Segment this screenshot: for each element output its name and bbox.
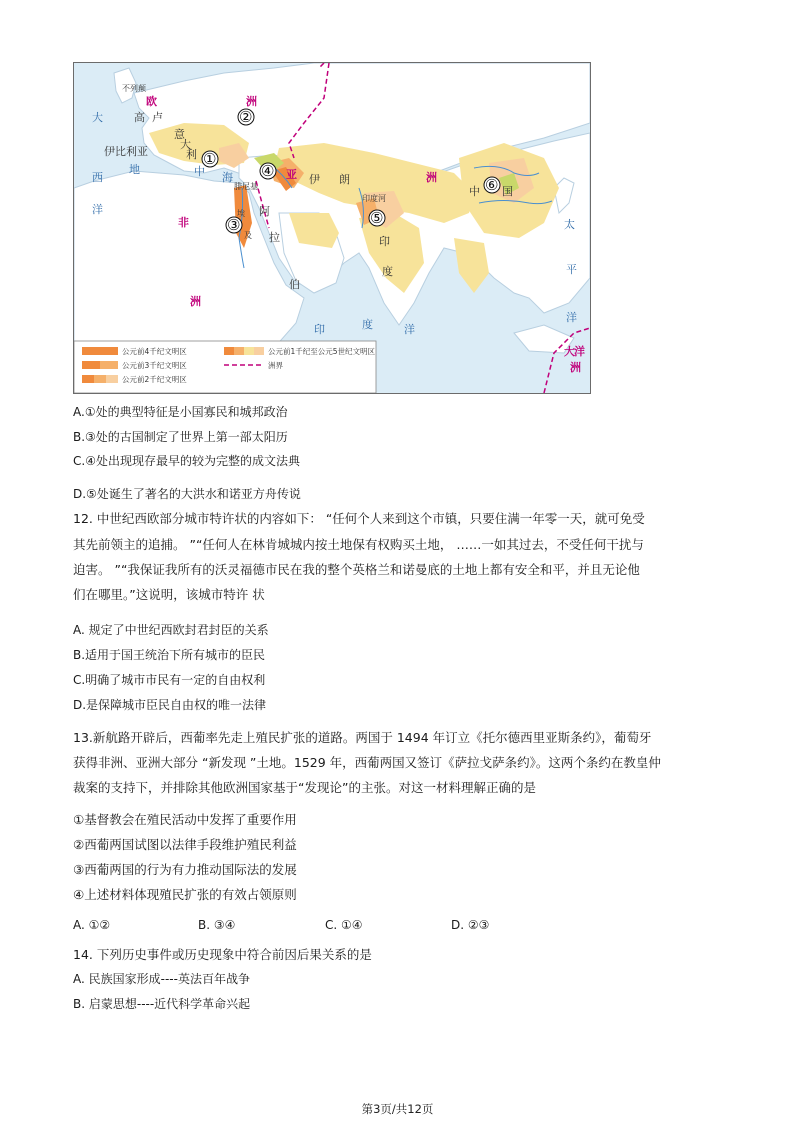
label-atlantic-2: 西 xyxy=(92,171,103,184)
label-atlantic-3: 洋 xyxy=(92,203,103,216)
label-indus: 印度河 xyxy=(362,194,386,203)
q13-stem-line-2: 获得非洲、亚洲大部分 “新发现 ”土地。1529 年，西葡两国又签订《萨拉戈萨条约》。这两个条约在教皇仲 xyxy=(73,755,661,770)
label-arabia-1: 阿 xyxy=(259,205,270,218)
label-iran-2: 朗 xyxy=(339,173,350,186)
label-oceania-3: 洲 xyxy=(570,361,581,374)
legend-item-4k: 公元前4千纪文明区 xyxy=(122,347,187,356)
label-italy-2: 大 xyxy=(180,138,191,151)
label-asia-2: 洲 xyxy=(426,171,437,184)
label-indian-ocean-3: 洋 xyxy=(404,323,415,336)
q12-option-c: C.明确了城市市民有一定的自由权利 xyxy=(73,673,266,687)
label-egypt-1: 埃 xyxy=(237,209,245,218)
q12-option-d: D.是保障城市臣民自由权的唯一法律 xyxy=(73,698,267,712)
label-oceania-1: 大 xyxy=(564,345,575,358)
label-iran-1: 伊 xyxy=(309,173,320,186)
label-china-1: 中 xyxy=(469,185,480,198)
marker-6-label: ⑥ xyxy=(485,176,499,194)
q14-option-b: B. 启蒙思想----近代科学革命兴起 xyxy=(73,997,251,1011)
q12-stem-line-2: 其先前领主的追捕。 ”“任何人在林肯城城内按土地保有权购买土地， ……一如其过去，不受任何干扰与 xyxy=(73,537,644,552)
marker-1-label: ① xyxy=(203,150,217,168)
q13-statement-4: ④上述材料体现殖民扩张的有效占领原则 xyxy=(73,887,297,902)
legend-item-border: 洲界 xyxy=(268,361,283,370)
legend-item-1k: 公元前1千纪至公元5世纪文明区 xyxy=(268,347,376,356)
label-china-2: 国 xyxy=(502,185,513,198)
label-oceania-2: 洋 xyxy=(574,345,585,358)
label-med-1: 地 xyxy=(129,163,140,176)
label-europe-2: 洲 xyxy=(246,95,257,108)
q14-stem: 14. 下列历史事件或历史现象中符合前因后果关系的是 xyxy=(73,947,372,962)
label-iberia: 伊比利亚 xyxy=(104,145,148,158)
label-gaul-2: 卢 xyxy=(152,111,163,124)
label-gaul-1: 高 xyxy=(134,111,145,124)
q13-option-a: A. ①② xyxy=(73,918,111,932)
label-britain: 不列颠 xyxy=(122,84,146,93)
q12-stem-line-4: 们在哪里。”这说明，该城市特许 状 xyxy=(73,587,265,602)
label-atlantic-1: 大 xyxy=(92,111,103,124)
label-med-3: 海 xyxy=(222,171,233,184)
legend-item-3k: 公元前3千纪文明区 xyxy=(122,361,187,370)
q14-option-a: A. 民族国家形成----英法百年战争 xyxy=(73,972,250,986)
q13-options-row xyxy=(73,918,673,936)
label-pacific-2: 平 xyxy=(566,263,577,276)
label-indian-ocean-1: 印 xyxy=(314,323,325,336)
label-asia-1: 亚 xyxy=(286,168,297,181)
q13-option-d: D. ②③ xyxy=(451,918,490,932)
label-india-2: 度 xyxy=(382,265,393,278)
label-pacific-3: 洋 xyxy=(566,311,577,324)
q12-stem-line-3: 迫害。 ”“我保证我所有的沃灵福德市民在我的整个英格兰和诺曼底的土地上都有安全和平，并且无论他 xyxy=(73,562,640,577)
label-pacific-1: 太 xyxy=(564,218,575,231)
q13-statement-2: ②西葡两国试图以法律手段维护殖民利益 xyxy=(73,837,297,852)
marker-5-label: ⑤ xyxy=(370,209,384,227)
q12-option-b: B.适用于国王统治下所有城市的臣民 xyxy=(73,648,266,662)
q11-option-a: A.①处的典型特征是小国寡民和城邦政治 xyxy=(73,405,288,419)
label-med-2: 中 xyxy=(194,165,205,178)
marker-3-label: ③ xyxy=(227,216,241,234)
label-africa-1: 非 xyxy=(178,216,189,229)
label-egypt-2: 及 xyxy=(244,231,252,240)
label-arabia-3: 伯 xyxy=(289,278,300,291)
q13-option-b: B. ③④ xyxy=(198,918,236,932)
label-italy-3: 利 xyxy=(186,148,197,161)
q13-statement-1: ①基督教会在殖民活动中发挥了重要作用 xyxy=(73,812,297,827)
label-india-1: 印 xyxy=(379,235,390,248)
q13-stem-line-1: 13.新航路开辟后，西葡率先走上殖民扩张的道路。两国于 1494 年订立《托尔德西里亚斯条约》，葡萄牙 xyxy=(73,730,652,745)
map-svg xyxy=(74,63,590,393)
marker-2-label: ② xyxy=(239,108,253,126)
map-legend xyxy=(74,341,376,393)
marker-4-label: ④ xyxy=(261,162,275,180)
page-number-footer: 第3页/共12页 xyxy=(361,1102,434,1116)
q12-stem-line-1: 12. 中世纪西欧部分城市特许状的内容如下： “任何个人来到这个市镇，只要住满一年零一天，就可免受 xyxy=(73,511,645,526)
ancient-civilizations-map xyxy=(73,62,591,394)
label-arabia-2: 拉 xyxy=(269,231,280,244)
q13-option-c: C. ①④ xyxy=(325,918,363,932)
q11-option-b: B.③处的古国制定了世界上第一部太阳历 xyxy=(73,430,288,444)
label-africa-2: 洲 xyxy=(190,295,201,308)
q12-option-a: A. 规定了中世纪西欧封君封臣的关系 xyxy=(73,623,269,637)
label-italy-1: 意 xyxy=(174,128,185,141)
label-phoenicia: 腓尼基 xyxy=(234,182,258,191)
label-europe-1: 欧 xyxy=(146,95,157,108)
q11-option-d: D.⑤处诞生了著名的大洪水和诺亚方舟传说 xyxy=(73,487,301,501)
legend-item-2k: 公元前2千纪文明区 xyxy=(122,375,187,384)
label-indian-ocean-2: 度 xyxy=(362,318,373,331)
q11-option-c: C.④处出现现存最早的较为完整的成文法典 xyxy=(73,454,300,468)
q13-stem-line-3: 裁案的支持下，并排除其他欧洲国家基于“发现论”的主张。对这一材料理解正确的是 xyxy=(73,780,536,795)
q13-statement-3: ③西葡两国的行为有力推动国际法的发展 xyxy=(73,862,297,877)
